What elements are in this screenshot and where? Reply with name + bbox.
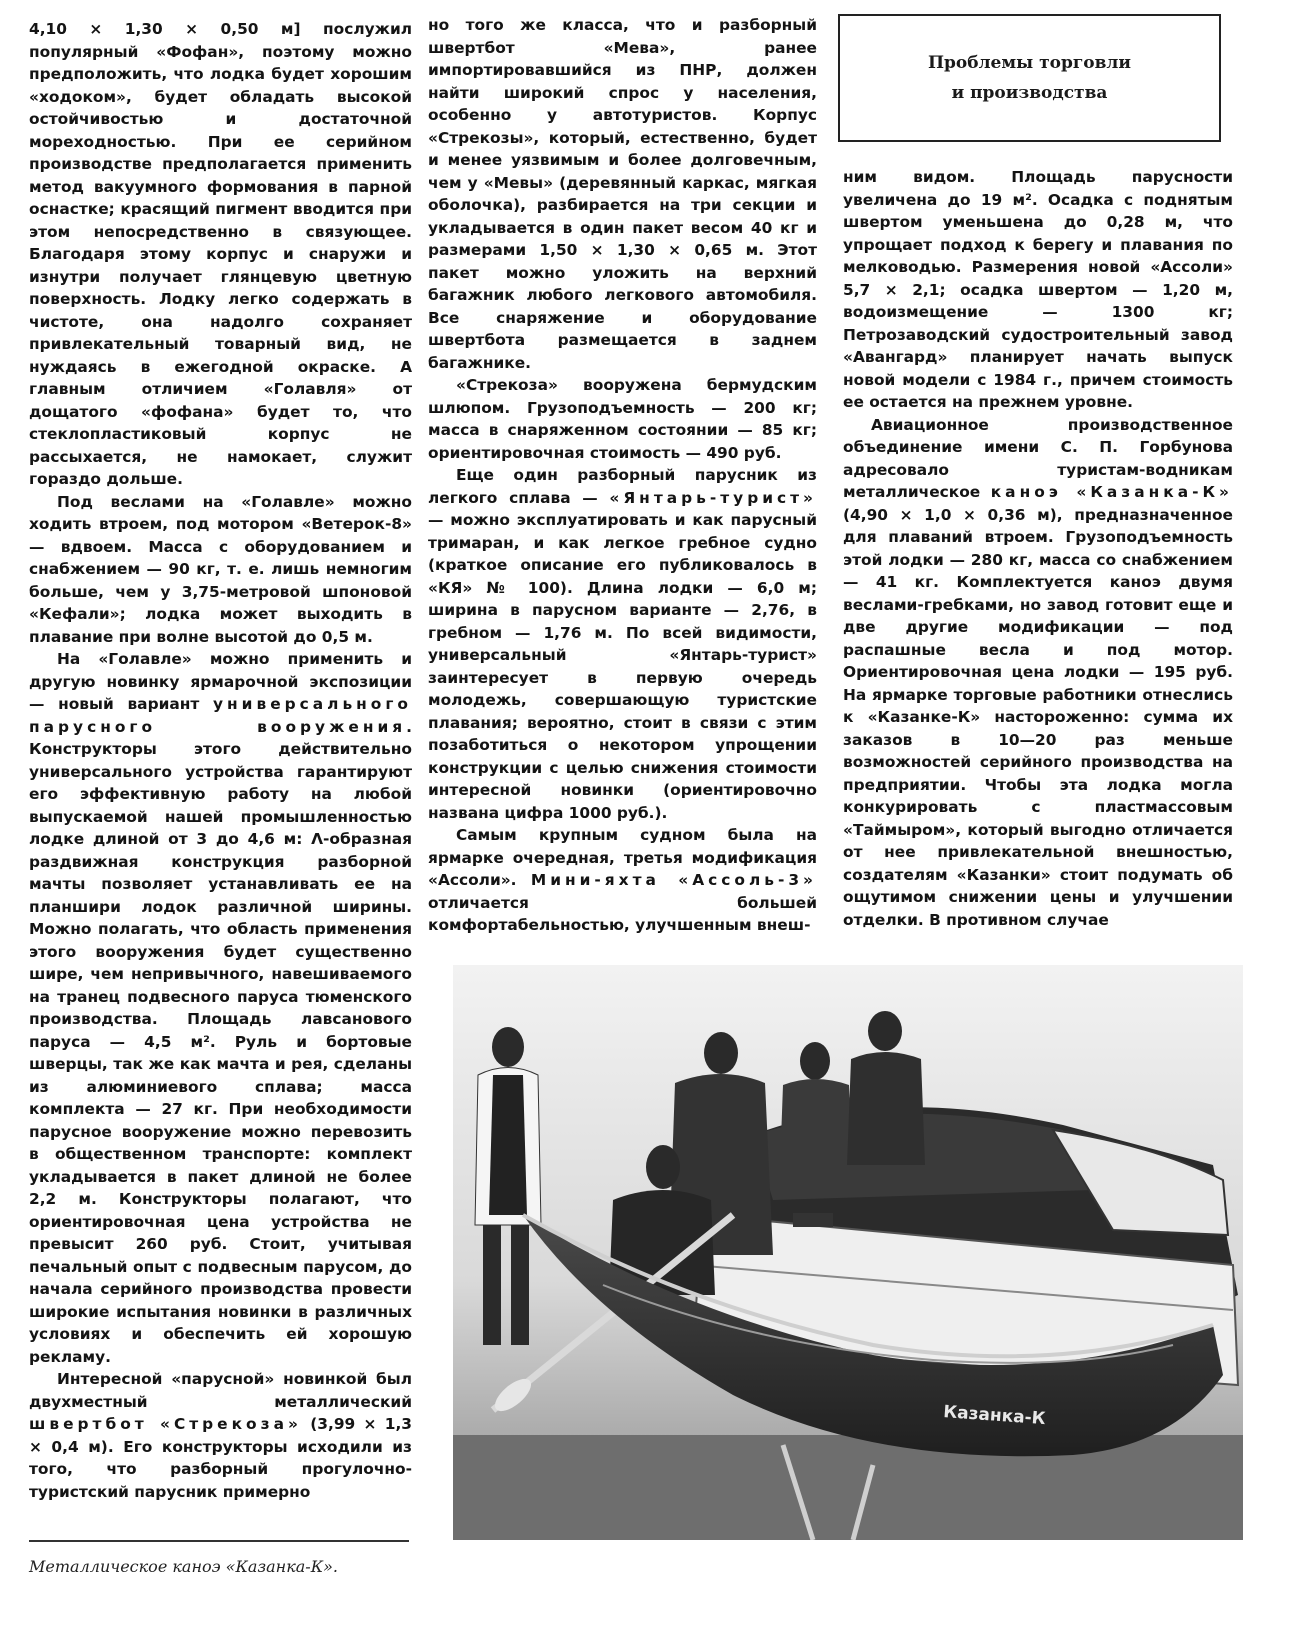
hull-name: Казанка-К xyxy=(942,1402,1047,1430)
text-run: (3,99 × 1,3 × 0,4 м). Его конструкторы исходили из того, что разборный прогулочно-туристский парусник примерно xyxy=(29,1415,412,1501)
text-run: — можно эксплуатировать и как парусный тримаран, и как легкое гребное судно (краткое описание его публиковалось в «КЯ» № 100). Длина лодки — 6,0 м; ширина в парусном варианте — 2,76, в гребном — 1,76 м. По всей видимости, универсальный «Янтарь-турист» заинтересует в первую очередь молодежь, совершающую туристские плавания; вероятно, стоит в связи с этим позаботиться о некотором упрощении конструкции с целью снижения стоимости интересной новинки (ориентировочно названа цифра 1000 руб.). xyxy=(428,511,817,822)
text-run: Еще один разборный парусник из легкого сплава — xyxy=(428,466,817,507)
text-run: Авиационное производственное объединение имени С. П. Горбунова адресовало туристам-водникам металлическое xyxy=(843,415,1233,501)
caption-rule xyxy=(29,1540,409,1542)
paragraph xyxy=(428,464,817,824)
paragraph xyxy=(29,648,412,1368)
text-run: отличается большей комфортабельностью, улучшенным внеш- xyxy=(428,893,817,934)
spaced-term: универсального парусного вооружения xyxy=(29,695,412,736)
paragraph: но того же класса, что и разборный швертбот «Мева», ранее импортировавшийся из ПНР, должен найти широкий спрос у населения, особенно у автотуристов. Корпус «Стрекозы», который, естественно, будет и менее уязвимым и более долговечным, чем у «Мевы» (деревянный каркас, мягкая оболочка), разбирается на три секции и укладывается в один пакет весом 40 кг и размерами 1,50 × 1,30 × 0,65 м. Этот пакет можно уложить на верхний багажник любого легкового автомобиля. Все снаряжение и оборудование швертбота размещается в заднем багажнике. xyxy=(428,16,817,372)
spaced-term: швертбот «Стрекоза» xyxy=(29,1415,302,1433)
paragraph: 4,10 × 1,30 × 0,50 м] послужил популярный «Фофан», поэтому можно предположить, что лодка будет хорошим «ходоком», будет обладать высокой остойчивостью и достаточной мореходностью. При ее серийном производстве предполагается применить метод вакуумного формования в парной оснастке; красящий пигмент вводится при этом непосредственно в связующее. Благодаря этому корпус и снаружи и изнутри получает глянцевую цветную поверхность. Лодку легко содержать в чистоте, она надолго сохраняет привлекательный товарный вид, не нуждаясь в ежегодной окраске. А главным отличием «Голавля» от дощатого «фофана» будет то, что стеклопластиковый корпус не рассыхается, не намокает, служит гораздо дольше. xyxy=(29,20,412,488)
text-column-1 xyxy=(29,18,412,1503)
text-run: Интересной «парусной» новинкой был двухместный металлический xyxy=(29,1370,412,1411)
text-run: Самым крупным судном была на ярмарке очередная, третья модификация «Ассоли». xyxy=(428,826,817,889)
paragraph xyxy=(843,414,1233,932)
section-rubric-box xyxy=(838,14,1221,142)
spaced-term: каноэ «Казанка-К» xyxy=(990,483,1233,501)
text-run: На «Голавле» можно применить и другую новинку ярмарочной экспозиции — новый вариант xyxy=(29,650,412,713)
canoe-photo-illustration xyxy=(453,965,1243,1540)
spaced-term: «Янтарь-турист» xyxy=(609,488,817,507)
paragraph xyxy=(428,824,817,937)
text-run: . Конструкторы этого действительно универсального устройства гарантируют его эффективную работу на любой выпускаемой нашей промышленностью лодке длиной от 3 до 4,6 м: Λ-образная раздвижная конструкция разборной мачты позволяет устанавливать ее на планшири лодок различной ширины. Можно полагать, что область применения этого вооружения будет существенно шире, чем непривычного, навешиваемого на транец подвесного паруса тюменского производства. Площадь лавсанового паруса — 4,5 м². Руль и бортовые шверцы, так же как мачта и рея, сделаны из алюминиевого сплава; масса комплекта — 27 кг. При необходимости парусное вооружение можно перевозить в общественном транспорте: комплект укладывается в пакет длиной не более 2,2 м. Конструкторы полагают, что ориентировочная цена устройства не превысит 260 руб. Стоит, учитывая печальный опыт с подвесным парусом, до начала серийного производства провести широкие испытания новинки в различных условиях и обеспечить ей хорошую рекламу. xyxy=(29,717,412,1366)
paragraph: ним видом. Площадь парусности увеличена до 19 м². Осадка с поднятым швертом уменьшена до 0,28 м, что упрощает подход к берегу и плавания по мелководью. Размерения новой «Ассоли» 5,7 × 2,1; осадка швертом — 1,20 м, водоизмещение — 1300 кг; Петрозаводский судостроительный завод «Авангард» планирует начать выпуск новой модели с 1984 г., причем стоимость ее остается на прежнем уровне. xyxy=(843,168,1233,411)
spaced-term: Мини-яхта «Ассоль-3» xyxy=(530,871,817,889)
canoe-photo xyxy=(453,965,1243,1540)
paragraph xyxy=(29,1368,412,1503)
text-column-2 xyxy=(428,14,817,937)
text-column-3 xyxy=(843,166,1233,931)
paragraph: «Стрекоза» вооружена бермудским шлюпом. Грузоподъемность — 200 кг; масса в снаряженном состоянии — 85 кг; ориентировочная стоимость — 490 руб. xyxy=(428,376,817,462)
text-run: (4,90 × 1,0 × 0,36 м), предназначенное для плаваний втроем. Грузоподъемность этой лодки — 280 кг, масса со снабжением — 41 кг. Комплектуется каноэ двумя веслами-гребками, но завод готовит еще и две другие модификации — под распашные весла и под мотор. Ориентировочная цена лодки — 195 руб. На ярмарке торговые работники отнеслись к «Казанке-К» настороженно: сумма их заказов в 10—20 раз меньше возможностей серийного производства на предприятии. Чтобы эта лодка могла конкурировать с пластмассовым «Таймыром», который выгодно отличается от нее привлекательной внешностью, создателям «Казанки» стоит подумать об ощутимом снижении цены и улучшении отделки. В противном случае xyxy=(843,505,1233,929)
photo-caption: Металлическое каноэ «Казанка-К». xyxy=(29,1557,338,1576)
paragraph: Под веслами на «Голавле» можно ходить втроем, под мотором «Ветерок-8» — вдвоем. Масса с оборудованием и снабжением — 90 кг, т. е. лишь немногим больше, чем у 3,75-метровой шпоновой «Кефали»; лодка может выходить в плавание при волне высотой до 0,5 м. xyxy=(29,492,412,646)
section-rubric: Проблемы торговли и производства xyxy=(927,53,1132,103)
